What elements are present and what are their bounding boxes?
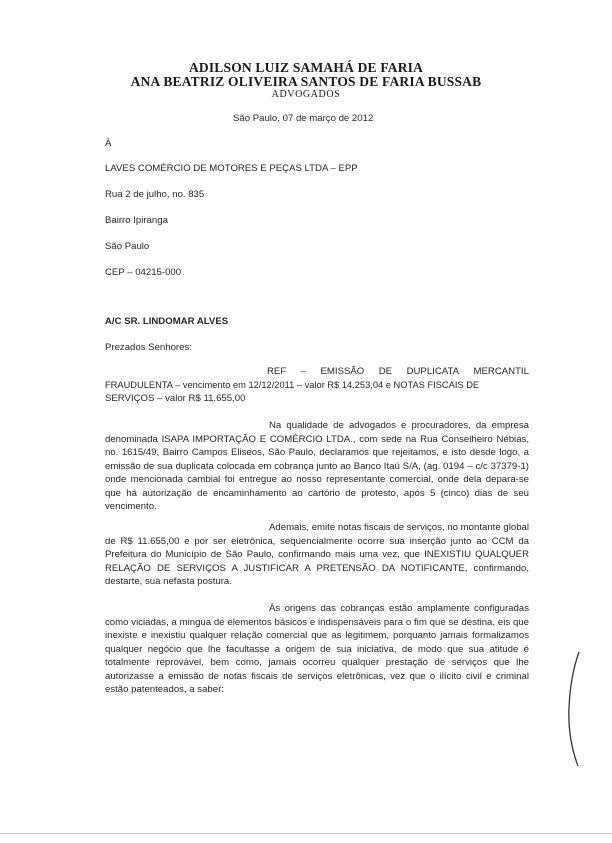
reference-line-2: FRAUDULENTA – vencimento em 12/12/2011 – valor R$ 14.253,04 e NOTAS FISCAIS DE	[105, 380, 480, 390]
reference-word: DE	[378, 366, 393, 377]
reference-line-3: SERVIÇOS – valor R$ 11.655,00	[105, 393, 246, 404]
letterhead-name-2: ANA BEATRIZ OLIVEIRA SANTOS DE FARIA BUSSAB	[130, 74, 482, 89]
reference-word: DUPLICATA	[406, 366, 459, 377]
page-bottom-rule	[0, 833, 612, 834]
letterhead-name-1: ADILSON LUIZ SAMAHÁ DE FARIA	[188, 60, 424, 75]
reference-word: –	[300, 366, 307, 377]
reference-word: REF	[267, 366, 287, 377]
recipient-company: LAVES COMÉRCIO DE MOTORES E PEÇAS LTDA – EPP	[105, 163, 358, 174]
reference-word: EMISSÃO	[320, 366, 365, 377]
recipient-street: Rua 2 de julho, no. 835	[105, 189, 205, 200]
letter-date: São Paulo, 07 de março de 2012	[233, 113, 374, 124]
paragraph-1: Na qualidade de advogados e procuradores, da empresa denominada ISAPA IMPORTAÇÃO E COMÉRCIO LTDA., com sede na Rua Conselheiro Nébias, no. 1615/49, Bairro Campos Eliseos, São Paulo, declaramos que rejeitamos, e isto desde logo, a emissão de sua duplicata colocada em cobrança junto ao Banco Itaú S/A, (ag. 0194 – c/c 37379-1) onde mencionada cambial foi entregue ao nosso representante comercial, onde dela depara-se que há autorização de encaminhamento ao cartório de protesto, após 5 (cinco) dias de seu vencimento.	[105, 420, 529, 512]
attention-line: A/C SR. LINDOMAR ALVES	[105, 316, 229, 327]
paragraph-3: Às origens das cobranças estão amplamente configuradas como viciadas, a mingua de elementos básicos e indispensáveis para o fim que se destina, eis que inexiste e inexistiu qualquer relação comercial que as legitimem, porquanto jamais formalizamos qualquer negócio que lhe facultasse a origem de sua iniciativa, de modo que sua atitude é totalmente reprovável, bem como, jamais ocorreu qualquer prestação de serviços que lhe autorizasse a emissão de notas fiscais de serviços eletrônicas, vez que o ilícito civil e criminal estão patenteados, a saber:	[105, 603, 529, 695]
recipient-district: Bairro Ipiranga	[105, 215, 168, 226]
letterhead-title: ADVOGADOS	[271, 89, 341, 100]
reference-line-1	[267, 366, 529, 377]
recipient-cep: CEP – 04215-000	[105, 267, 182, 278]
reference-word: MERCANTIL	[473, 366, 529, 377]
salutation: Prezados Senhores:	[105, 342, 192, 353]
paragraph-2: Ademais, emite notas fiscais de serviços, no montante global de R$ 11.655,00 e por ser eletrônica, sequencialmente ocorre sua inserção junto ao CCM da Prefeitura do Município de São Paulo, confirmando mais uma vez, que INEXISTIU QUALQUER RELAÇÃO DE SERVIÇOS A JUSTIFICAR A PRETENSÃO DA NOTIFICANTE, confirmando, destarte, sua nefasta postura.	[105, 522, 529, 587]
margin-pen-mark	[566, 650, 582, 768]
recipient-to: À	[105, 138, 112, 149]
recipient-city: São Paulo	[105, 241, 150, 252]
